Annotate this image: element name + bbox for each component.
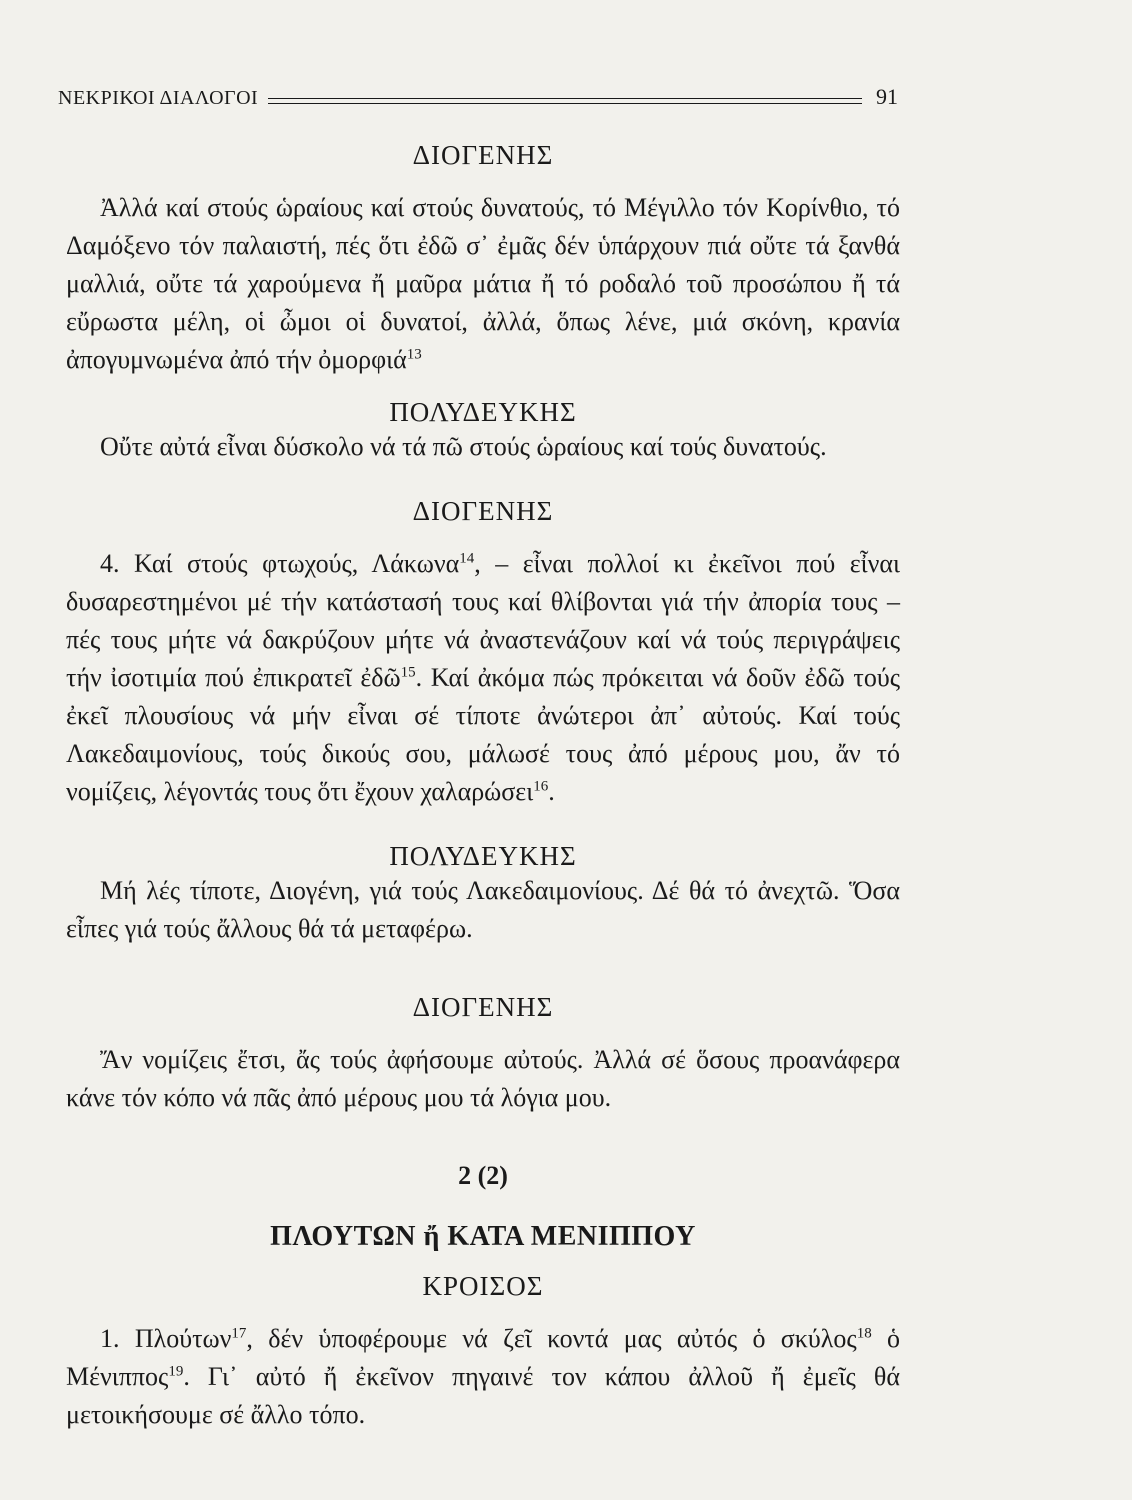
- dialogue-paragraph: Μή λές τίποτε, Διογένη, γιά τούς Λακεδαιμονίους. Δέ θά τό ἀνεχτῶ. Ὅσα εἶπες γιά τούς ἄλλους θά τά μεταφέρω.: [66, 876, 900, 943]
- paragraph-text: . Καί ἀκόμα πώς πρόκειται νά δοῦν ἐδῶ τούς ἐκεῖ πλουσίους νά μήν εἶναι σέ τίποτε ἀνώτεροι ἀπ᾿ αὐτούς. Καί τούς Λακεδαιμονίους, τούς δικούς σου, μάλωσέ τους ἀπό μέρους μου, ἄν τό νομίζεις, λέγοντάς τους ὅτι ἔχουν χαλαρώσει: [66, 663, 900, 806]
- dialogue-paragraph: [66, 1320, 900, 1434]
- dialogue-paragraph: Ἄν νομίζεις ἔτσι, ἄς τούς ἀφήσουμε αὐτούς. Ἀλλά σέ ὅσους προανάφερα κάνε τόν κόπο νά πᾶς ἀπό μέρους μου τά λόγια μου.: [66, 1045, 900, 1112]
- dialogue-number: 2 (2): [458, 1161, 508, 1190]
- running-title: ΝΕΚΡΙΚΟΙ ΔΙΑΛΟΓΟΙ: [58, 87, 259, 109]
- speaker-heading: ΔΙΟΓΕΝΗΣ: [412, 992, 554, 1022]
- paragraph-text: .: [548, 777, 555, 806]
- running-header: [58, 80, 898, 110]
- header-rule: [268, 98, 862, 104]
- speaker-heading: ΚΡΟΙΣΟΣ: [422, 1271, 544, 1301]
- dialogue-title: ΠΛΟΥΤΩΝ ἤ ΚΑΤΑ ΜΕΝΙΠΠΟΥ: [270, 1221, 696, 1252]
- footnote-ref: 15: [400, 664, 416, 681]
- footnote-ref: 13: [406, 346, 422, 363]
- paragraph-text: , – εἶναι πολλοί κι ἐκεῖνοι πού εἶναι δυσαρεστημένοι μέ τήν κατάστασή τους καί θλίβονται γιά τήν ἀπορία τους – πές τους μήτε νά δακρύζουν μήτε νά ἀναστενάζουν καί νά τούς περιγράψεις τήν ἰσοτιμία πού ἐπικρατεῖ ἐδῶ: [66, 549, 901, 692]
- footnote-ref: 19: [168, 1363, 184, 1380]
- speaker-heading: ΔΙΟΓΕΝΗΣ: [412, 140, 554, 170]
- dialogue-paragraph: [66, 189, 900, 379]
- speaker-heading: ΠΟΛΥΔΕΥΚΗΣ: [389, 397, 577, 427]
- footnote-ref: 18: [856, 1325, 872, 1342]
- footnote-ref: 16: [533, 778, 549, 795]
- page-number: 91: [876, 84, 898, 109]
- footnote-ref: 17: [231, 1325, 247, 1342]
- paragraph-text: 1. Πλούτων: [100, 1324, 232, 1353]
- speaker-heading: ΠΟΛΥΔΕΥΚΗΣ: [389, 841, 577, 871]
- footnote-ref: 14: [459, 550, 475, 567]
- dialogue-paragraph: [66, 545, 900, 811]
- speaker-heading: ΔΙΟΓΕΝΗΣ: [412, 496, 554, 526]
- dialogue-paragraph: Οὔτε αὐτά εἶναι δύσκολο νά τά πῶ στούς ὡραίους καί τούς δυνατούς.: [100, 432, 827, 461]
- page-content: [66, 140, 900, 1434]
- paragraph-text: . Γι᾿ αὐτό ἤ ἐκεῖνον πηγαινέ τον κάπου ἀλλοῦ ἤ ἐμεῖς θά μετοικήσουμε σέ ἄλλο τόπο.: [66, 1362, 900, 1429]
- paragraph-text: ὁ Μένιππος: [66, 1324, 901, 1391]
- paragraph-text: Ἀλλά καί στούς ὡραίους καί στούς δυνατούς, τό Μέγιλλο τόν Κορίνθιο, τό Δαμόξενο τόν παλαιστή, πές ὅτι ἐδῶ σ᾿ ἐμᾶς δέν ὑπάρχουν πιά οὔτε τά ξανθά μαλλιά, οὔτε τά χαρούμενα ἤ μαῦρα μάτια ἤ τό ροδαλό τοῦ προσώπου ἤ τά εὔρωστα μέλη, οἱ ὦμοι οἱ δυνατοί, ἀλλά, ὅπως λένε, μιά σκόνη, κρανία ἀπογυμνωμένα ἀπό τήν ὀμορφιά: [66, 193, 900, 374]
- paragraph-text: 4. Καί στούς φτωχούς, Λάκωνα: [100, 549, 460, 578]
- paragraph-text: , δέν ὑποφέρουμε νά ζεῖ κοντά μας αὐτός ὁ σκύλος: [246, 1324, 857, 1353]
